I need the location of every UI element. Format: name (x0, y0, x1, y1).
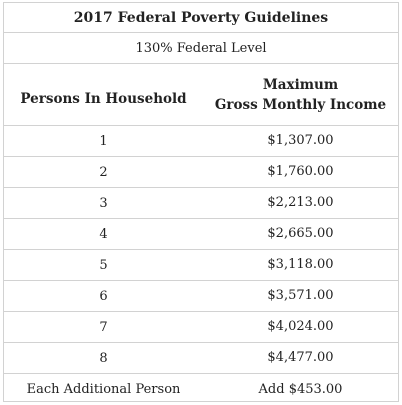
header-income (203, 75, 398, 115)
income-cell: $2,665.00 (267, 226, 334, 241)
persons-cell: 8 (99, 350, 108, 366)
table-row (4, 343, 398, 374)
table-subtitle: 130% Federal Level (135, 40, 267, 56)
persons-cell: Each Additional Person (26, 382, 181, 397)
poverty-guidelines-table (3, 2, 399, 402)
income-cell: $1,760.00 (267, 164, 334, 179)
income-cell: $3,118.00 (267, 257, 334, 272)
table-subtitle-row (4, 33, 398, 64)
income-cell: $4,477.00 (267, 350, 334, 365)
table-header-row (4, 64, 398, 126)
table-row (4, 126, 398, 157)
persons-cell: 7 (99, 319, 108, 335)
income-cell: $3,571.00 (267, 288, 334, 303)
income-cell: $4,024.00 (267, 319, 334, 334)
persons-cell: 4 (99, 226, 108, 242)
table-row (4, 312, 398, 343)
persons-cell: 1 (99, 133, 108, 149)
income-cell: Add $453.00 (258, 381, 343, 397)
persons-cell: 3 (99, 195, 108, 211)
table-row (4, 219, 398, 250)
income-cell: $2,213.00 (267, 195, 334, 210)
income-cell: $1,307.00 (267, 133, 334, 148)
persons-cell: 5 (99, 257, 108, 273)
header-persons: Persons In Household (20, 90, 187, 107)
table-title: 2017 Federal Poverty Guidelines (73, 9, 329, 26)
header-income-line1: Maximum (262, 76, 339, 93)
table-row (4, 281, 398, 312)
header-income-line2: Gross Monthly Income (214, 96, 387, 113)
table-row (4, 188, 398, 219)
table-title-row (4, 3, 398, 33)
table-row (4, 157, 398, 188)
table-row (4, 250, 398, 281)
table-row-additional (4, 374, 398, 405)
persons-cell: 2 (99, 164, 108, 180)
persons-cell: 6 (99, 288, 108, 304)
